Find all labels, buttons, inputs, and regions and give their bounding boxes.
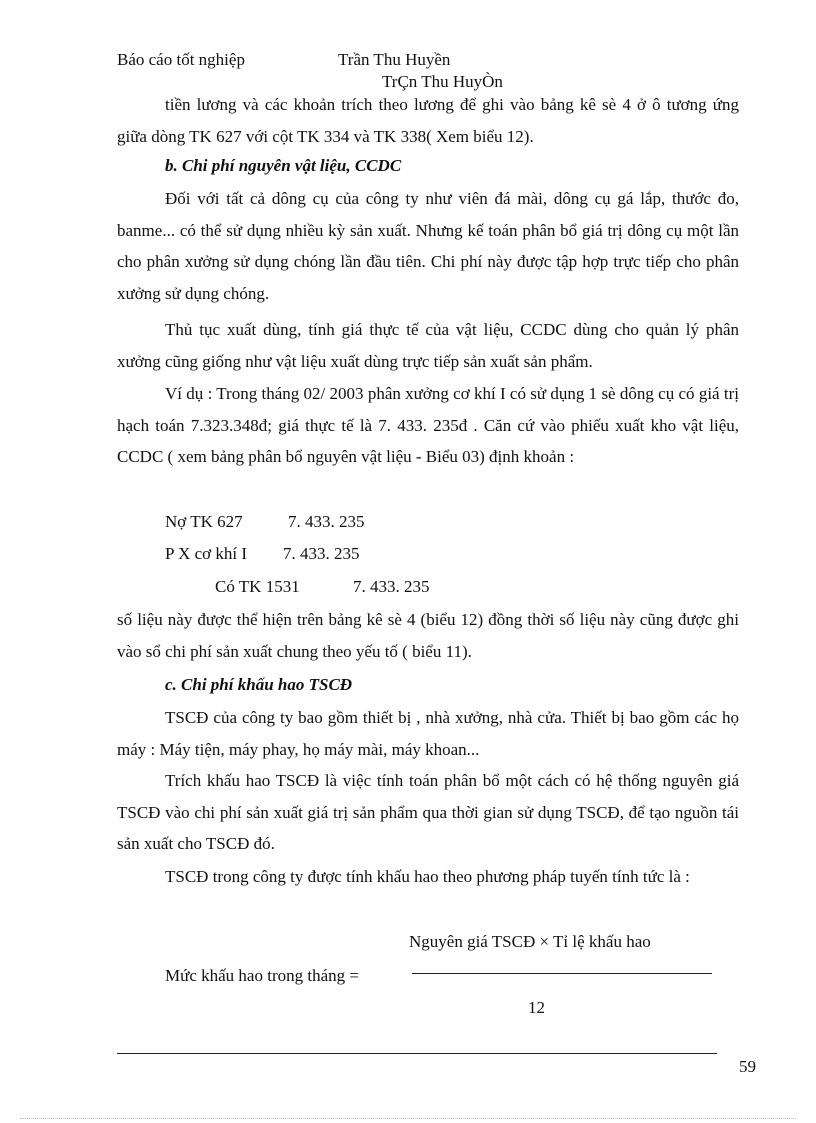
paragraph-6: TSCĐ của công ty bao gồm thiết bị , nhà xưởng, nhà cửa. Thiết bị bao gồm các họ máy : Máy tiện, máy phay, họ máy mài, máy khoan... <box>117 708 739 759</box>
report-title: Báo cáo tốt nghiệp <box>117 50 245 69</box>
paragraph-2: Đối với tất cả dông cụ của công ty như viên đá mài, dông cụ gá lắp, thước đo, banme... có thể sử dụng nhiều kỳ sản xuất. Nhưng kế toán phân bổ giá trị dông cụ một lần cho phân xưởng sử dụng chóng lần đầu tiên. Chi phí này được tập hợp trực tiếp cho phân xưởng sử dụng chóng. <box>117 189 739 303</box>
author-name-garbled: TrÇn Thu HuyÒn <box>382 72 503 91</box>
footer-rule <box>117 1053 717 1054</box>
entry-2-account: P X cơ khí I <box>165 544 248 563</box>
paragraph-5: số liệu này được thể hiện trên bảng kê sè 4 (biểu 12) đồng thời số liệu này cũng được ghi vào sổ chi phí sản xuất chung theo yếu tố ( biểu 11). <box>117 610 739 661</box>
paragraph-7: Trích khấu hao TSCĐ là việc tính toán phân bổ một cách có hệ thống nguyên giá TSCĐ vào chi phí sản xuất giá trị sản phẩm qua thời gian sử dụng TSCĐ, để tạo nguồn tái sản xuất cho TSCĐ đó. <box>117 771 739 853</box>
entry-3-account: Có TK 1531 <box>215 577 300 596</box>
author-name: Trần Thu Huyền <box>338 50 451 69</box>
entry-2-amount: 7. 433. 235 <box>283 544 360 563</box>
entry-3-amount: 7. 433. 235 <box>353 577 430 596</box>
page-number: 59 <box>739 1057 756 1076</box>
entry-1-amount: 7. 433. 235 <box>288 512 365 531</box>
paragraph-3: Thủ tục xuất dùng, tính giá thực tế của vật liệu, CCDC dùng cho quản lý phân xưởng cũng giống như vật liệu xuất dùng trực tiếp sản xuất sản phẩm. <box>117 320 739 371</box>
page-edge-divider <box>20 1118 796 1119</box>
paragraph-4: Ví dụ : Trong tháng 02/ 2003 phân xưởng cơ khí I có sử dụng 1 sè dông cụ có giá trị hạch toán 7.323.348đ; giá thực tế là 7. 433. 235đ . Căn cứ vào phiếu xuất kho vật liệu, CCDC ( xem bảng phân bổ nguyên vật liệu - Biểu 03) định khoản : <box>117 384 739 466</box>
entry-1-account: Nợ TK 627 <box>165 512 243 531</box>
section-heading-c: c. Chi phí khấu hao TSCĐ <box>165 675 353 694</box>
paragraph-1: tiền lương và các khoản trích theo lương để ghi vào bảng kê sè 4 ở ô tương ứng giữa dòng TK 627 với cột TK 334 và TK 338( Xem biểu 12). <box>117 95 739 146</box>
fraction-bar <box>412 973 712 974</box>
formula-label: Mức khấu hao trong tháng = <box>165 966 359 985</box>
section-heading-b: b. Chi phí nguyên vật liệu, CCDC <box>165 156 402 175</box>
formula-denominator: 12 <box>528 998 545 1017</box>
paragraph-8: TSCĐ trong công ty được tính khấu hao theo phương pháp tuyến tính tức là : <box>165 867 690 886</box>
formula-numerator: Nguyên giá TSCĐ × Tỉ lệ khấu hao <box>409 932 651 951</box>
